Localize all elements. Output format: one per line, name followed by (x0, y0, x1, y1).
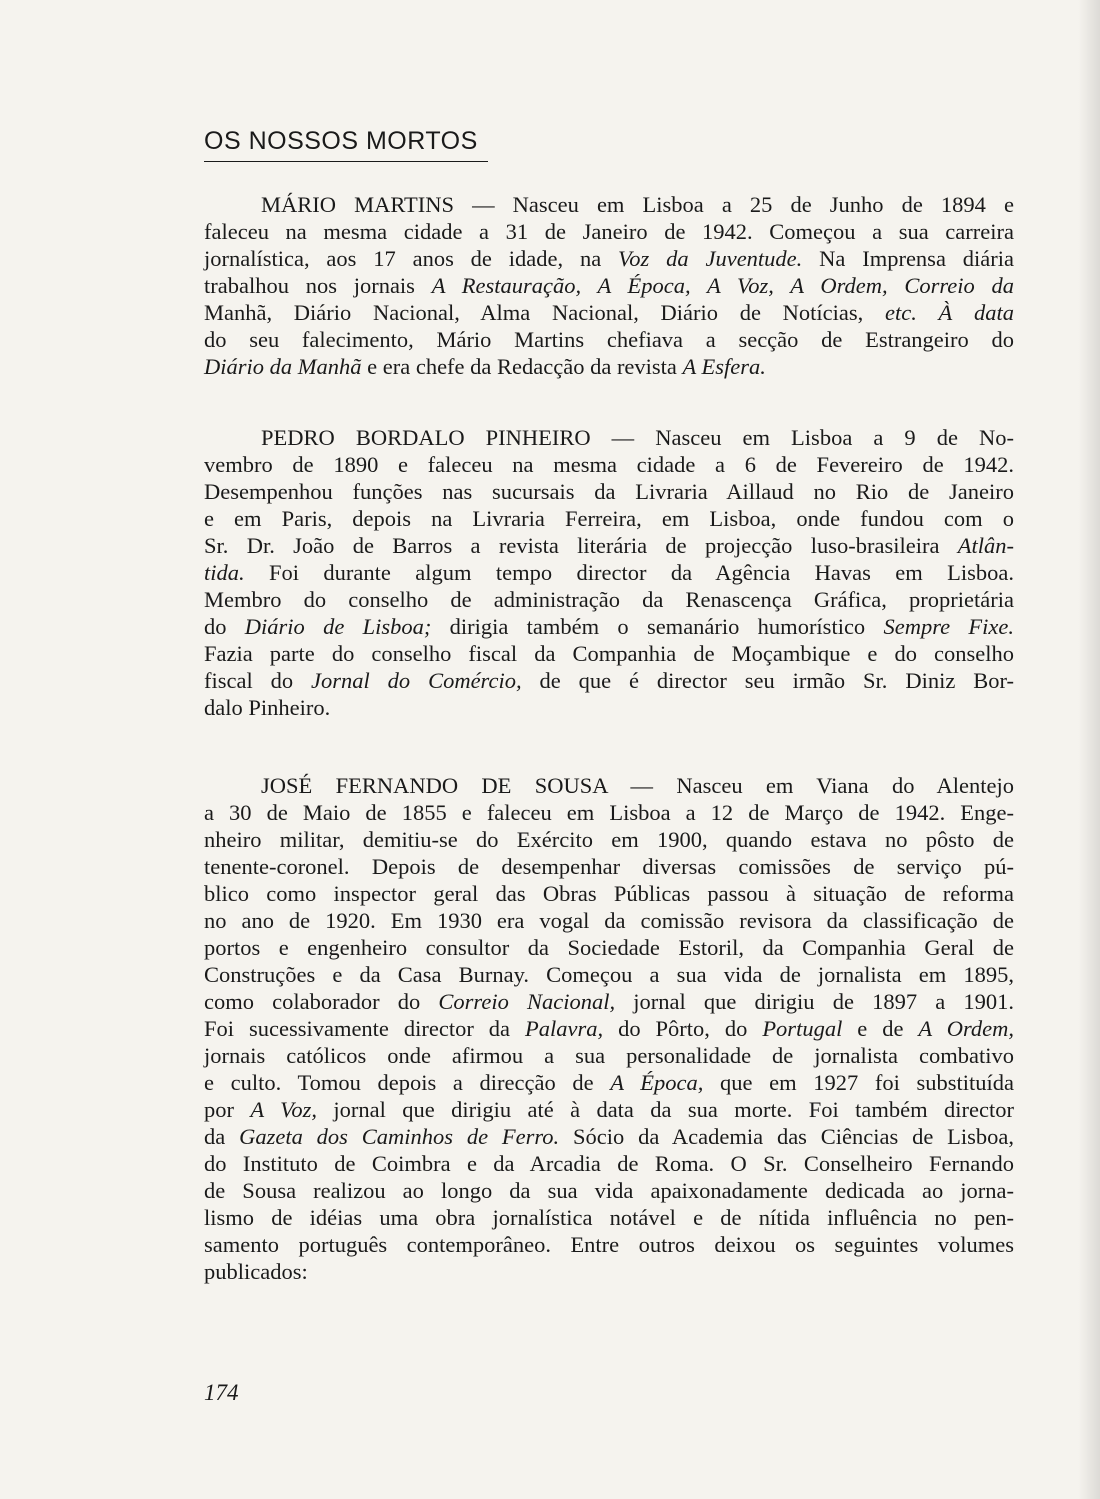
text-run: como colaborador do (204, 989, 439, 1014)
text-run: e de (842, 1016, 919, 1041)
italic-title: Voz da Juventude. (618, 246, 803, 271)
text-line (204, 1231, 1014, 1258)
italic-title: A Restauração, A Época, A Voz, A Ordem, Correio da (431, 273, 1014, 298)
text-run: trabalhou nos jornais (204, 273, 432, 298)
text-line (204, 907, 1014, 934)
italic-title: Diário de Lisboa; (244, 614, 432, 639)
text-line (204, 1042, 1014, 1069)
text-run: jornal que dirigiu de 1897 a 1901. (615, 989, 1014, 1014)
italic-title: A Esfera. (682, 354, 766, 379)
section-heading: OS NOSSOS MORTOS (204, 127, 478, 155)
text-run: samento português contemporâneo. Entre outros deixou os seguintes volumes (204, 1232, 1014, 1257)
italic-title: Palavra, (524, 1016, 604, 1041)
text-run: fiscal do (204, 668, 312, 693)
text-line (204, 505, 1014, 532)
text-line (204, 1069, 1014, 1096)
text-run: nheiro militar, demitiu-se do Exército em 1900, quando estava no pôsto de (204, 827, 1014, 852)
text-run: jornal que dirigiu até à data da sua morte. Foi também director (316, 1097, 1014, 1122)
text-line (204, 245, 1014, 272)
text-line (204, 640, 1014, 667)
text-line (204, 1096, 1014, 1123)
text-line (204, 1123, 1014, 1150)
text-run: JOSÉ FERNANDO DE SOUSA — Nasceu em Viana do Alentejo (261, 773, 1014, 798)
text-line (204, 772, 1014, 799)
text-run: MÁRIO MARTINS — Nasceu em Lisboa a 25 de Junho de 1894 e (261, 192, 1014, 217)
text-run: e em Paris, depois na Livraria Ferreira, em Lisboa, onde fundou com o (204, 506, 1014, 531)
text-run: Sócio da Academia das Ciências de Lisboa, (559, 1124, 1014, 1149)
text-run: de Sousa realizou ao longo da sua vida apaixonadamente dedicada ao jorna- (204, 1178, 1014, 1203)
text-run: da (204, 1124, 240, 1149)
text-line (204, 424, 1014, 451)
text-run: portos e engenheiro consultor da Sociedade Estoril, da Companhia Geral de (204, 935, 1014, 960)
text-run: Desempenhou funções nas sucursais da Livraria Aillaud no Rio de Janeiro (204, 479, 1014, 504)
text-line (204, 853, 1014, 880)
text-run: do Pôrto, do (603, 1016, 763, 1041)
text-line (204, 191, 1014, 218)
text-line (204, 1258, 1014, 1285)
text-line (204, 1150, 1014, 1177)
text-run: do seu falecimento, Mário Martins chefiava a secção de Estrangeiro do (204, 327, 1014, 352)
text-run: jornalística, aos 17 anos de idade, na (204, 246, 619, 271)
italic-title: Correio Nacional, (438, 989, 616, 1014)
text-line (204, 532, 1014, 559)
text-line (204, 218, 1014, 245)
text-line (204, 451, 1014, 478)
heading-underline (204, 161, 488, 162)
text-run: Sr. Dr. João de Barros a revista literária de projecção luso-brasileira (204, 533, 958, 558)
text-line (204, 826, 1014, 853)
italic-title: Sempre Fixe. (883, 614, 1014, 639)
obituary-pedro-bordalo-pinheiro (204, 424, 1014, 721)
text-line (204, 613, 1014, 640)
text-run: no ano de 1920. Em 1930 era vogal da comissão revisora da classificação de (204, 908, 1014, 933)
text-line (204, 988, 1014, 1015)
italic-title: A Voz, (250, 1097, 317, 1122)
text-run: dirigia também o semanário humorístico (431, 614, 884, 639)
italic-title: etc. À data (863, 300, 1014, 325)
obituary-jose-fernando-de-sousa (204, 772, 1014, 1285)
text-run: a 30 de Maio de 1855 e faleceu em Lisboa a 12 de Março de 1942. Enge- (204, 800, 1014, 825)
text-run: por (204, 1097, 251, 1122)
text-line (204, 353, 1014, 380)
text-run: que em 1927 foi substituída (703, 1070, 1015, 1095)
text-line (204, 299, 1014, 326)
text-run: blico como inspector geral das Obras Públicas passou à situação de reforma (204, 881, 1014, 906)
text-run: Foi durante algum tempo director da Agência Havas em Lisboa. (244, 560, 1014, 585)
text-run: e era chefe da Redacção da revista (361, 354, 683, 379)
text-line (204, 272, 1014, 299)
text-run: jornais católicos onde afirmou a sua personalidade de jornalista combativo (204, 1043, 1014, 1068)
text-line (204, 961, 1014, 988)
text-run: dalo Pinheiro. (204, 695, 331, 720)
text-line (204, 667, 1014, 694)
text-line (204, 1015, 1014, 1042)
text-run: Foi sucessivamente director da (204, 1016, 525, 1041)
text-run: faleceu na mesma cidade a 31 de Janeiro de 1942. Começou a sua carreira (204, 219, 1014, 244)
text-run: do (204, 614, 245, 639)
text-run: Construções e da Casa Burnay. Começou a sua vida de jornalista em 1895, (204, 962, 1014, 987)
text-line (204, 586, 1014, 613)
text-run: lismo de idéias uma obra jornalística notável e de nítida influência no pen- (204, 1205, 1014, 1230)
text-line (204, 559, 1014, 586)
text-run: publicados: (204, 1259, 308, 1284)
italic-title: A Época, (610, 1070, 704, 1095)
italic-title: Atlân- (957, 533, 1014, 558)
italic-title: Jornal do Comércio, (311, 668, 522, 693)
italic-title: Portugal (762, 1016, 843, 1041)
text-run: vembro de 1890 e faleceu na mesma cidade a 6 de Fevereiro de 1942. (204, 452, 1014, 477)
italic-title: tida. (204, 560, 245, 585)
text-line (204, 880, 1014, 907)
text-run: Na Imprensa diária (802, 246, 1014, 271)
page-number: 174 (204, 1380, 239, 1405)
text-run: Fazia parte do conselho fiscal da Companhia de Moçambique e do conselho (204, 641, 1014, 666)
text-run: de que é director seu irmão Sr. Diniz Bor- (521, 668, 1014, 693)
text-run: Manhã, Diário Nacional, Alma Nacional, Diário de Notícias, (204, 300, 864, 325)
text-line (204, 934, 1014, 961)
text-run: do Instituto de Coimbra e da Arcadia de Roma. O Sr. Conselheiro Fernando (204, 1151, 1014, 1176)
text-run: Membro do conselho de administração da Renascença Gráfica, proprietária (204, 587, 1014, 612)
text-run: PEDRO BORDALO PINHEIRO — Nasceu em Lisboa a 9 de No- (261, 425, 1014, 450)
text-line (204, 326, 1014, 353)
text-line (204, 478, 1014, 505)
text-line (204, 799, 1014, 826)
page-binding-shadow (1078, 0, 1100, 1499)
italic-title: Diário da Manhã (204, 354, 362, 379)
text-line (204, 694, 1014, 721)
italic-title: Gazeta dos Caminhos de Ferro. (239, 1124, 560, 1149)
text-line (204, 1177, 1014, 1204)
italic-title: A Ordem, (918, 1016, 1014, 1041)
text-run: e culto. Tomou depois a direcção de (204, 1070, 611, 1095)
text-line (204, 1204, 1014, 1231)
text-run: tenente-coronel. Depois de desempenhar diversas comissões de serviço pú- (204, 854, 1014, 879)
obituary-mario-martins (204, 191, 1014, 380)
